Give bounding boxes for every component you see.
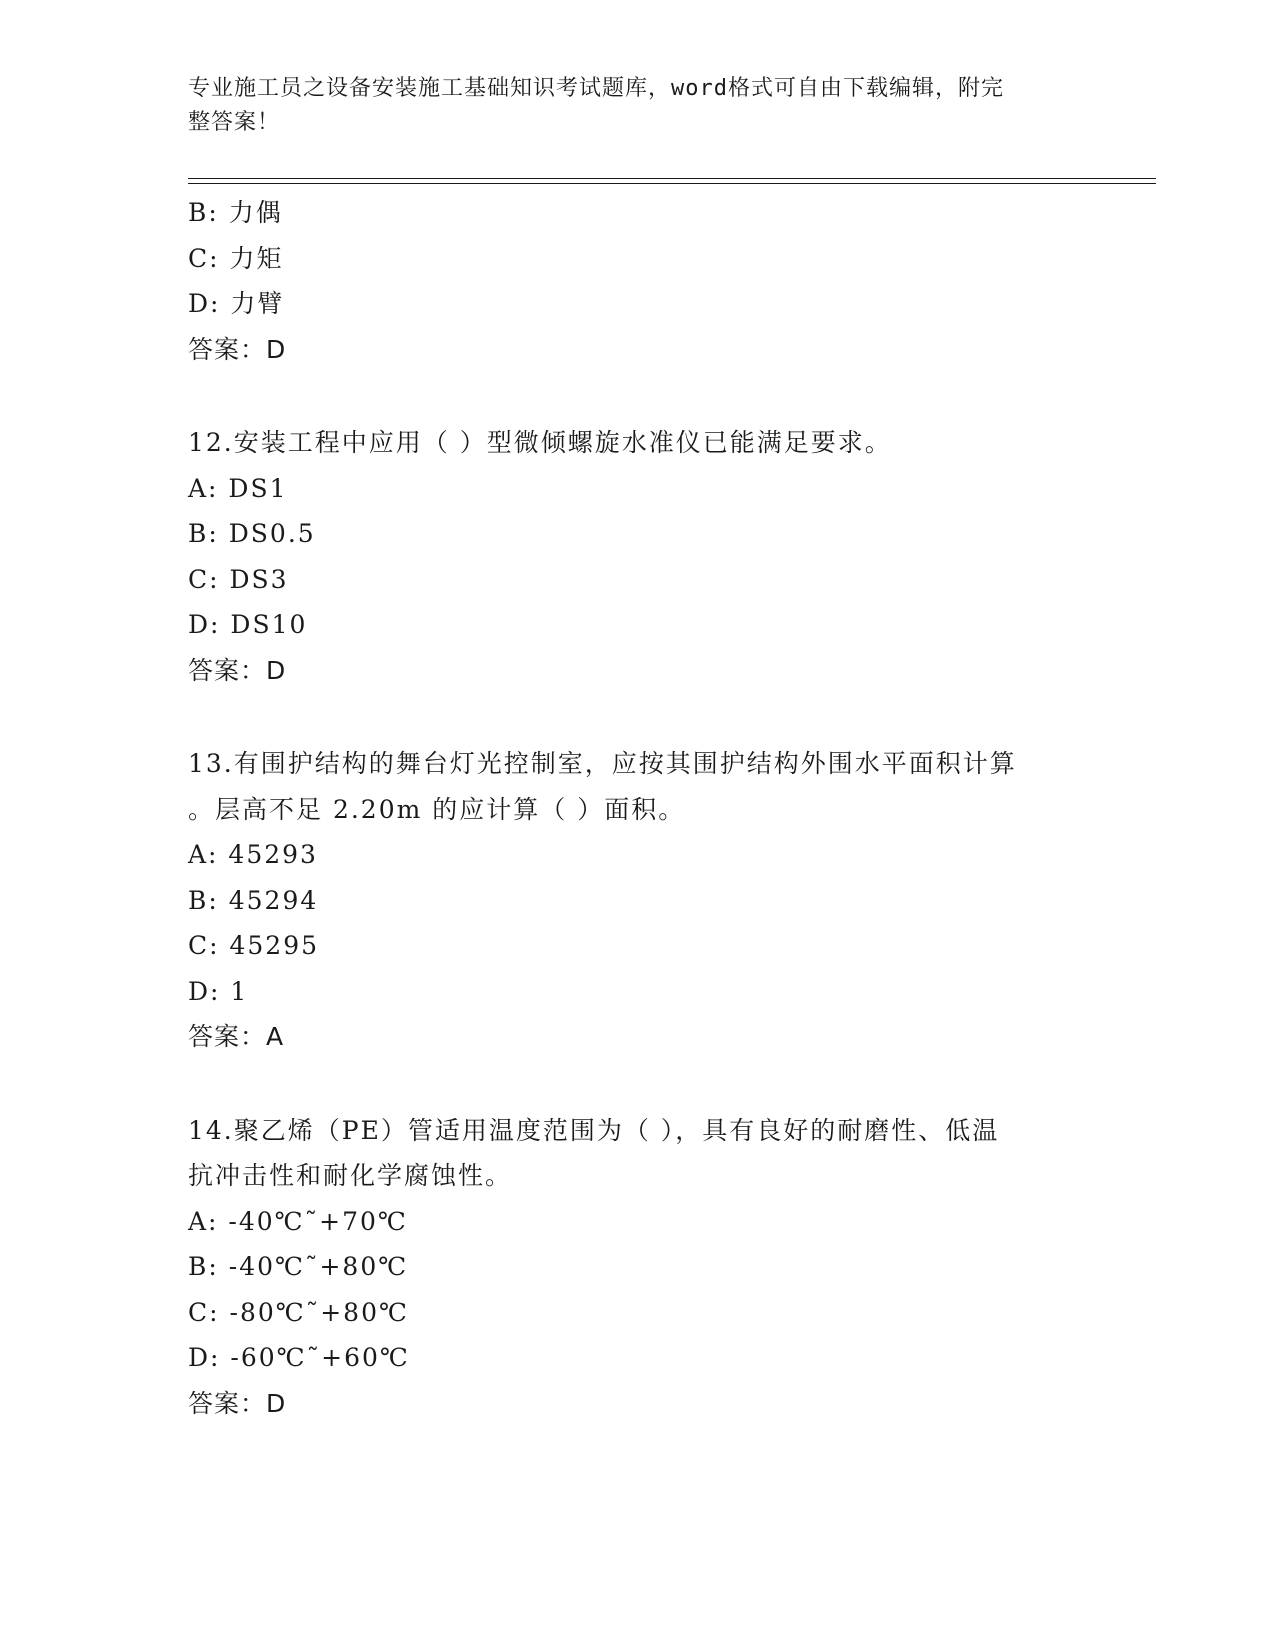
question-text-cont: 抗冲击性和耐化学腐蚀性。 [188, 1161, 513, 1190]
header-rule-bottom [188, 183, 1156, 184]
option-d: D: 力臂 [188, 289, 285, 318]
option-b: B: -40℃˜+80℃ [188, 1252, 409, 1281]
question-text-cont: 。层高不足 2.20m 的应计算（ ）面积。 [188, 794, 686, 824]
option-a: A: -40℃˜+70℃ [188, 1206, 408, 1236]
option-c: C: 力矩 [188, 243, 284, 273]
option-d: D: 1 [188, 976, 249, 1006]
header-line-1: 专业施工员之设备安装施工基础知识考试题库，word格式可自由下载编辑，附完 [188, 76, 1004, 101]
document-body [188, 190, 1088, 1426]
question-text: 14.聚乙烯（PE）管适用温度范围为（ ），具有良好的耐磨性、低温 [188, 1115, 1000, 1145]
option-a: A: 45293 [188, 840, 318, 869]
option-b: B: 力偶 [188, 198, 283, 227]
question-13 [188, 741, 1088, 1060]
option-b: B: 45294 [188, 885, 319, 915]
question-text: 12.安装工程中应用（ ）型微倾螺旋水准仪已能满足要求。 [188, 428, 892, 457]
option-c: C: DS3 [188, 564, 289, 594]
option-c: C: -80℃˜+80℃ [188, 1297, 409, 1327]
question-14 [188, 1108, 1088, 1427]
answer: 答案：D [188, 1388, 287, 1418]
answer: 答案：D [188, 334, 287, 364]
question-text: 13.有围护结构的舞台灯光控制室，应按其围护结构外围水平面积计算 [188, 749, 1017, 778]
answer: 答案：A [188, 1022, 285, 1051]
header-line-2: 整答案！ [188, 110, 281, 135]
header-rule-top [188, 178, 1156, 179]
option-b: B: DS0.5 [188, 519, 316, 548]
option-d: D: -60℃˜+60℃ [188, 1343, 410, 1372]
option-d: D: DS10 [188, 610, 308, 639]
option-c: C: 45295 [188, 931, 320, 960]
option-a: A: DS1 [188, 473, 288, 503]
answer: 答案：D [188, 655, 287, 685]
document-header [188, 72, 1088, 140]
question-fragment [188, 190, 1088, 372]
question-12 [188, 420, 1088, 693]
